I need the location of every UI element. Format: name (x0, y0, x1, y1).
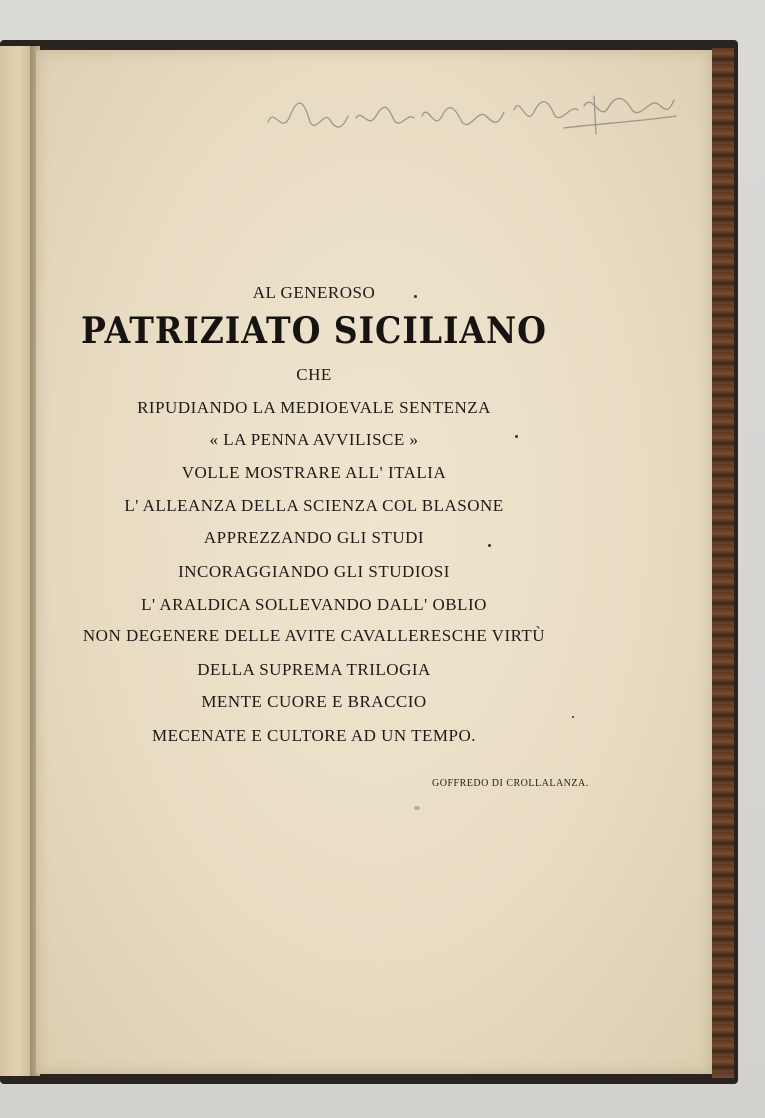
dedication-line-4: « LA PENNA AVVILISCE » (209, 430, 419, 449)
page-stain (414, 806, 420, 810)
dedication-line-13: MECENATE E CULTORE AD UN TEMPO. (151, 726, 477, 745)
dedication-line-10: NON DEGENERE DELLE AVITE CAVALLERESCHE VIRTÙ (82, 626, 546, 645)
ink-speck (515, 435, 518, 438)
dedication-line-5: VOLLE MOSTRARE ALL' ITALIA (181, 463, 447, 482)
dedication-line-2: CHE (296, 365, 332, 384)
dedication-line-1: AL GENEROSO (252, 283, 376, 302)
dedication-line-11: DELLA SUPREMA TRILOGIA (197, 660, 431, 679)
dedication-line-12: MENTE CUORE E BRACCIO (201, 692, 427, 711)
left-page-edge (0, 46, 34, 1076)
ink-speck (488, 544, 491, 547)
dedication-line-7: APPREZZANDO GLI STUDI (203, 528, 425, 547)
author-signature: GOFFREDO DI CROLLALANZA. (432, 778, 589, 789)
ink-speck (572, 716, 574, 718)
dedication-title: PATRIZIATO SICILIANO (81, 310, 547, 352)
dedication-line-9: L' ARALDICA SOLLEVANDO DALL' OBLIO (141, 595, 487, 614)
dedication-line-6: L' ALLEANZA DELLA SCIENZA COL BLASONE (124, 496, 504, 515)
book-cover-edge (712, 48, 734, 1078)
ink-speck (414, 295, 417, 298)
dedication-line-8: INCORAGGIANDO GLI STUDIOSI (178, 562, 450, 581)
pencil-inscription (264, 86, 684, 156)
dedication-line-3: RIPUDIANDO LA MEDIOEVALE SENTENZA (137, 398, 491, 417)
